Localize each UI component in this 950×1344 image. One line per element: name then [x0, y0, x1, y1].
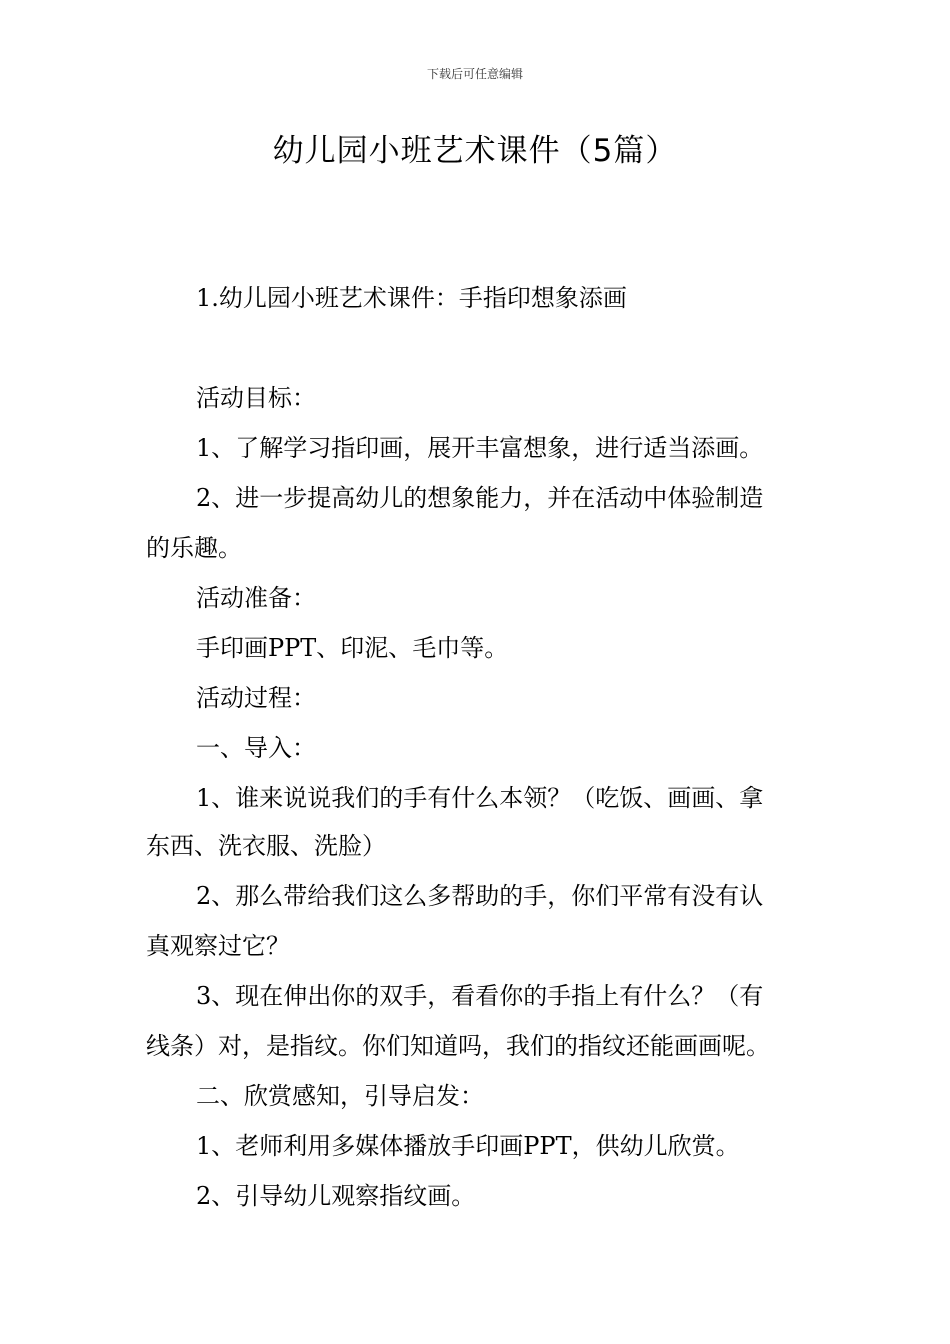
header-note: 下载后可任意编辑 [426, 67, 523, 81]
paragraph-line: 一、导入： [196, 734, 316, 762]
paragraph-line: 的乐趣。 [146, 534, 242, 562]
paragraph-line: 2、进一步提高幼儿的想象能力，并在活动中体验制造 [196, 484, 764, 512]
paragraph-line: 活动准备： [196, 584, 316, 612]
paragraph-line: 2、引导幼儿观察指纹画。 [196, 1182, 476, 1210]
paragraph-line: 1、谁来说说我们的手有什么本领？（吃饭、画画、拿 [196, 784, 764, 812]
paragraph-line: 手印画PPT、印泥、毛巾等。 [196, 634, 509, 662]
paragraph-line: 二、欣赏感知，引导启发： [196, 1082, 484, 1110]
paragraph-line: 活动过程： [196, 684, 316, 712]
paragraph-line: 线条）对，是指纹。你们知道吗，我们的指纹还能画画呢。 [146, 1032, 770, 1060]
paragraph-line: 真观察过它？ [146, 932, 290, 960]
document-title: 幼儿园小班艺术课件（5篇） [272, 133, 678, 169]
paragraph-line: 东西、洗衣服、洗脸） [146, 832, 386, 860]
section-heading: 1.幼儿园小班艺术课件：手指印想象添画 [196, 284, 627, 312]
paragraph-line: 2、那么带给我们这么多帮助的手，你们平常有没有认 [196, 882, 764, 910]
paragraph-line: 1、老师利用多媒体播放手印画PPT，供幼儿欣赏。 [196, 1132, 740, 1160]
paragraph-line: 1、了解学习指印画，展开丰富想象，进行适当添画。 [196, 434, 764, 462]
paragraph-line: 活动目标： [196, 384, 316, 412]
paragraph-line: 3、现在伸出你的双手，看看你的手指上有什么？（有 [196, 982, 764, 1010]
